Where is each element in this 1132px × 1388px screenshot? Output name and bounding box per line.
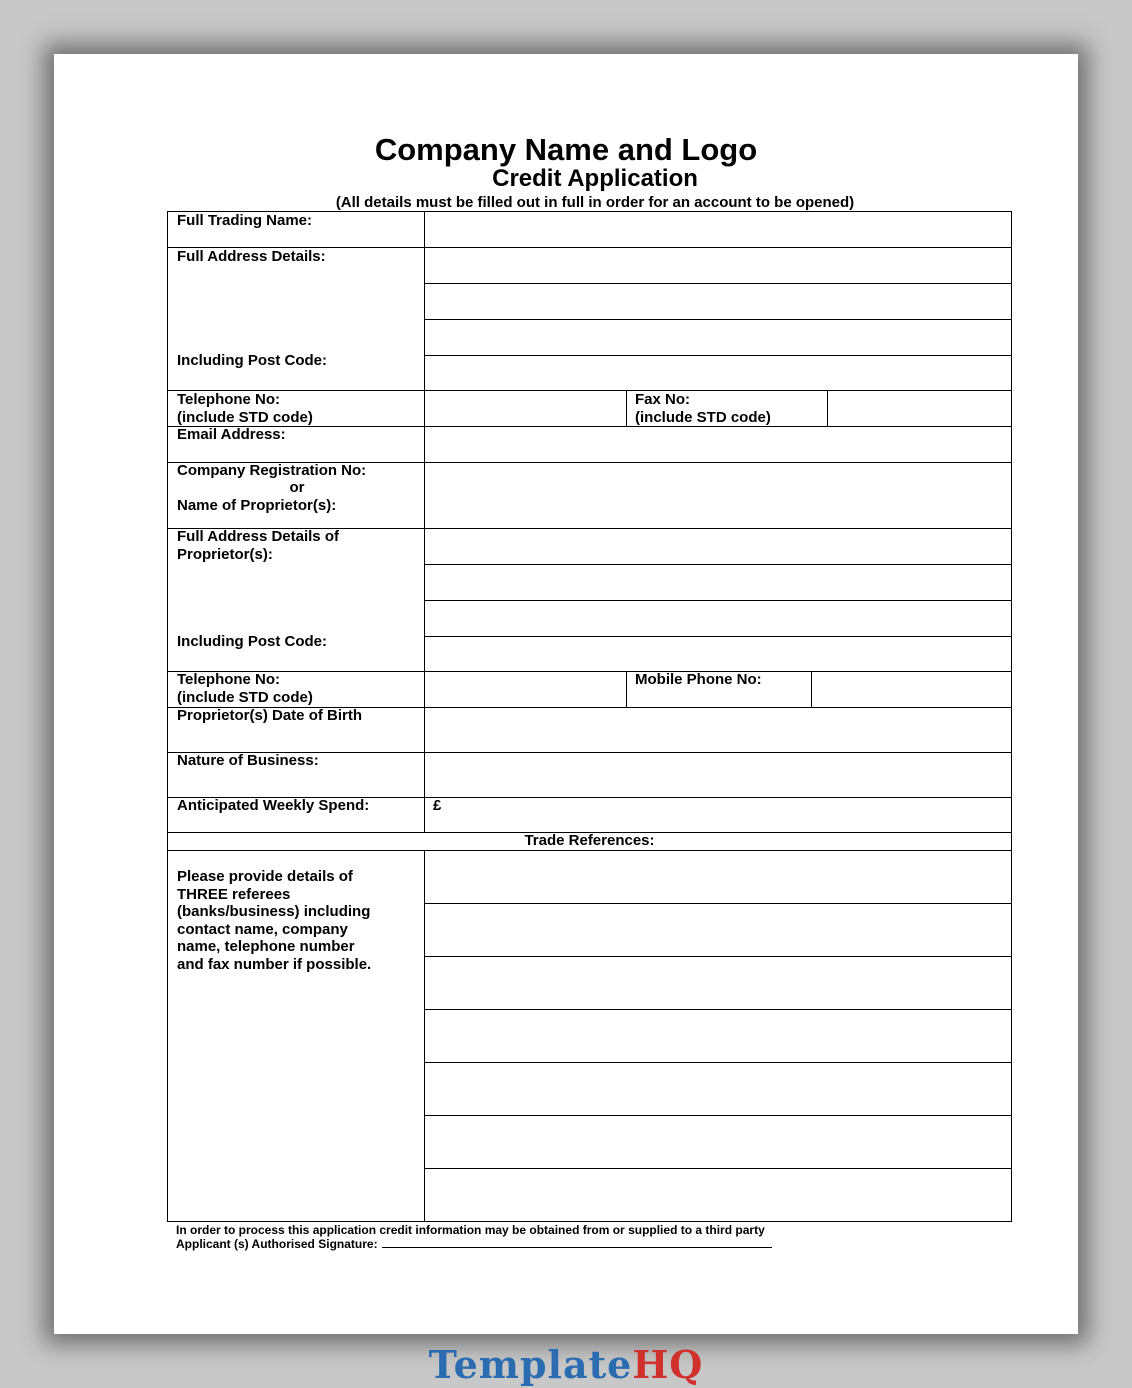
signature-label: Applicant (s) Authorised Signature: <box>176 1237 378 1251</box>
fax-label: Fax No: (include STD code) <box>635 391 771 426</box>
mobile-phone-field[interactable] <box>813 672 1011 707</box>
logo-part-template: Template <box>428 1342 633 1387</box>
nature-of-business-label: Nature of Business: <box>177 752 319 769</box>
weekly-spend-label: Anticipated Weekly Spend: <box>177 797 370 814</box>
currency-symbol: £ <box>433 797 442 814</box>
proprietor-post-code-label: Including Post Code: <box>177 633 327 650</box>
trade-references-heading: Trade References: <box>524 832 655 849</box>
templatehq-logo <box>0 1342 1132 1387</box>
proprietor-name-label: Name of Proprietor(s): <box>177 497 337 514</box>
date-of-birth-field[interactable] <box>426 708 1011 752</box>
column-divider <box>626 671 627 707</box>
company-registration-field[interactable] <box>426 463 1011 528</box>
signature-line[interactable] <box>382 1237 772 1248</box>
form-instruction: (All details must be filled out in full in order for an account to be opened) <box>335 194 855 211</box>
date-of-birth-label: Proprietor(s) Date of Birth <box>177 707 363 724</box>
email-field[interactable] <box>426 427 1011 462</box>
signature-row <box>176 1237 772 1251</box>
form-page <box>54 54 1078 1334</box>
nature-of-business-field[interactable] <box>426 753 1011 797</box>
referees-instructions: Please provide details of THREE referees (banks/business) including contact name, company name, telephone number and fax number if possible. <box>177 868 372 973</box>
proprietor-address-field[interactable] <box>426 529 1011 671</box>
proprietor-telephone-label: Telephone No: (include STD code) <box>177 671 313 706</box>
credit-application-table <box>167 211 1012 1222</box>
company-registration-label: Company Registration No: <box>177 462 367 479</box>
column-divider <box>827 390 828 426</box>
fax-field[interactable] <box>829 391 1011 426</box>
proprietor-telephone-field[interactable] <box>426 672 626 707</box>
post-code-label: Including Post Code: <box>177 352 327 369</box>
telephone-field[interactable] <box>426 391 626 426</box>
company-name-title: Company Name and Logo <box>374 132 758 167</box>
or-label: or <box>289 479 305 496</box>
logo-part-hq: HQ <box>632 1342 704 1387</box>
address-label: Full Address Details: <box>177 248 326 265</box>
proprietor-address-label: Full Address Details of Proprietor(s): <box>177 528 339 563</box>
trade-references-field[interactable] <box>426 851 1011 1221</box>
weekly-spend-field[interactable] <box>426 798 1011 832</box>
trading-name-field[interactable] <box>426 213 1011 247</box>
column-divider <box>626 390 627 426</box>
trading-name-label: Full Trading Name: <box>177 212 313 229</box>
form-title: Credit Application <box>492 165 698 192</box>
address-field[interactable] <box>426 248 1011 390</box>
column-divider <box>424 212 425 832</box>
third-party-notice: In order to process this application credit information may be obtained from or supplied to a third party <box>176 1223 765 1237</box>
mobile-phone-label: Mobile Phone No: <box>635 671 762 688</box>
column-divider <box>424 850 425 1221</box>
email-label: Email Address: <box>177 426 286 443</box>
telephone-label: Telephone No: (include STD code) <box>177 391 313 426</box>
column-divider <box>811 671 812 707</box>
